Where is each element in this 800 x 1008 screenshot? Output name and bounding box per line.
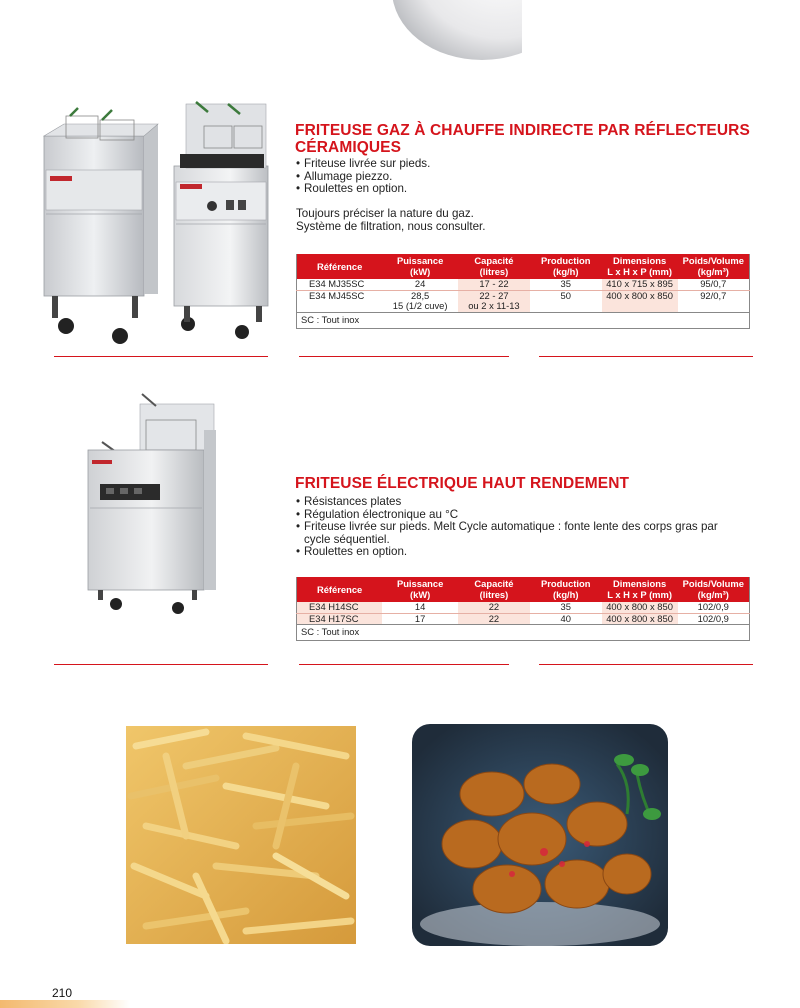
table-row [297, 279, 750, 290]
table-cell: 22 [458, 613, 530, 625]
col-header-weight: Poids/Volume (kg/m³) [678, 577, 750, 602]
divider [539, 356, 753, 357]
feature-list-electric [296, 496, 718, 559]
table-row [297, 613, 750, 625]
table-cell: 92/0,7 [700, 289, 727, 301]
list-item-continuation: cycle séquentiel. [304, 532, 390, 546]
col-header-production: Production (kg/h) [530, 577, 602, 602]
list-item: • Allumage piezzo. [296, 171, 430, 184]
list-item: • Friteuse livrée sur pieds. Melt Cycle automatique : fonte lente des corps gras par cycle séquentiel. [296, 521, 718, 546]
divider [539, 664, 753, 665]
table-cell: 22 [458, 602, 530, 613]
table-header-row [297, 254, 750, 279]
section-title-gas [295, 122, 750, 156]
list-item: • Roulettes en option. [296, 546, 718, 559]
divider [299, 664, 509, 665]
divider [54, 664, 268, 665]
table-cell: ou 2 x 11-13 [458, 301, 530, 312]
col-header-capacity: Capacité (litres) [458, 254, 530, 279]
table-row [297, 290, 750, 301]
table-cell: 28,5 [411, 289, 430, 301]
table-cell: E34 H14SC [297, 602, 383, 613]
col-header-dimensions: Dimensions L x H x P (mm) [602, 577, 678, 602]
divider [54, 356, 268, 357]
table-cell: 95/0,7 [678, 279, 750, 290]
table-cell: 400 x 800 x 850 [602, 602, 678, 613]
table-footnote: SC : Tout inox [297, 625, 750, 641]
list-item: • Roulettes en option. [296, 183, 430, 196]
electric-fryer-photo [80, 390, 230, 615]
page-number: 210 [52, 986, 73, 1000]
page-footer-bar [0, 1000, 130, 1008]
table-cell: 102/0,9 [678, 602, 750, 613]
col-header-reference: Référence [297, 577, 383, 602]
divider [299, 356, 509, 357]
col-header-production: Production (kg/h) [530, 254, 602, 279]
table-cell: 102/0,9 [678, 613, 750, 625]
table-cell: 400 x 800 x 850 [602, 613, 678, 625]
table-cell: E34 H17SC [297, 613, 383, 625]
table-cell: 14 [382, 602, 458, 613]
table-row [297, 602, 750, 613]
col-header-power: Puissance (kW) [382, 254, 458, 279]
table-cell: 35 [530, 602, 602, 613]
list-item: • Friteuse livrée sur pieds. [296, 158, 430, 171]
table-footer-row [297, 312, 750, 328]
table-row [297, 301, 750, 312]
table-cell: 410 x 715 x 895 [602, 279, 678, 290]
table-cell: 400 x 800 x 850 [602, 290, 678, 301]
table-cell: 17 - 22 [458, 279, 530, 290]
note-line: Toujours préciser la nature du gaz. [296, 207, 474, 220]
spec-table-gas [296, 254, 750, 329]
note-line: Système de filtration, nous consulter. [296, 219, 486, 233]
table-footer-row [297, 625, 750, 641]
table-header-row [297, 577, 750, 602]
table-cell: 50 [560, 289, 571, 301]
table-cell [297, 301, 383, 312]
col-header-weight: Poids/Volume (kg/m³) [678, 254, 750, 279]
title-line-1: FRITEUSE GAZ À CHAUFFE INDIRECTE PAR RÉFLECTEURS [295, 122, 750, 139]
table-cell [602, 301, 678, 312]
table-cell: E34 MJ35SC [297, 279, 383, 290]
title-line-2: CÉRAMIQUES [295, 139, 402, 156]
table-cell: 17 [382, 613, 458, 625]
list-item: • Résistances plates [296, 496, 718, 509]
gas-fryers-photo [36, 96, 276, 351]
decorative-disc [392, 0, 522, 60]
section-title-electric [295, 475, 629, 492]
table-footnote: SC : Tout inox [297, 312, 750, 328]
table-cell: E34 MJ45SC [309, 289, 365, 301]
feature-list-gas [296, 158, 430, 196]
title-line-1: FRITEUSE ÉLECTRIQUE HAUT RENDEMENT [295, 475, 630, 492]
spec-table-electric [296, 577, 750, 641]
list-item: • Régulation électronique au °C [296, 509, 718, 522]
table-cell: 35 [530, 279, 602, 290]
col-header-capacity: Capacité (litres) [458, 577, 530, 602]
table-cell: 22 - 27 [458, 290, 530, 301]
french-fries-photo [126, 726, 356, 944]
fried-shrimp-photo [412, 724, 668, 946]
table-cell: 24 [382, 279, 458, 290]
table-cell: 40 [530, 613, 602, 625]
notes-gas [296, 208, 485, 233]
table-cell [530, 301, 602, 312]
col-header-reference: Référence [297, 254, 383, 279]
table-cell [678, 301, 750, 312]
col-header-power: Puissance (kW) [382, 577, 458, 602]
table-cell: 15 (1/2 cuve) [382, 301, 458, 312]
col-header-dimensions: Dimensions L x H x P (mm) [602, 254, 678, 279]
